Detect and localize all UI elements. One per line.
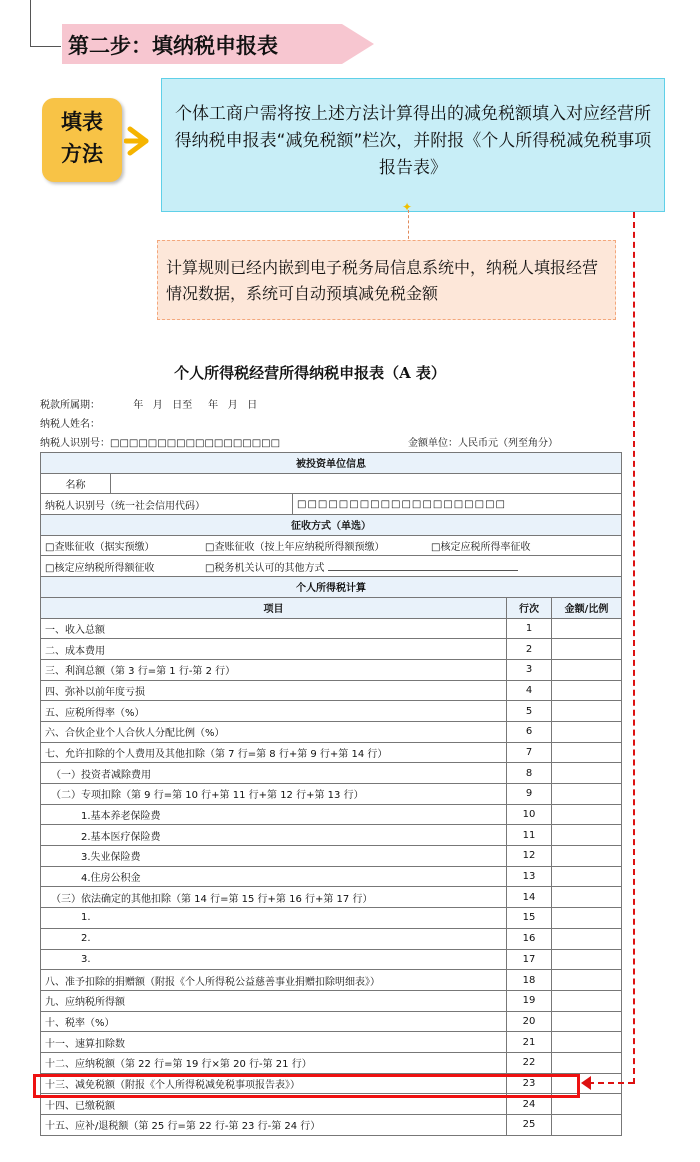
id-field-boxes[interactable]: □□□□□□□□□□□□□□□□□□□□ <box>293 494 622 515</box>
arrow-left-icon <box>581 1076 591 1090</box>
row-line-number: 20 <box>507 1011 552 1032</box>
row-line-number: 12 <box>507 846 552 867</box>
row-line-number: 13 <box>507 866 552 887</box>
callout-connector <box>408 210 411 244</box>
row-item-label: 3. <box>41 949 507 970</box>
row-amount-cell[interactable] <box>552 1032 622 1053</box>
collection-methods-row1 <box>41 535 622 556</box>
table-row <box>41 784 622 805</box>
table-row <box>41 970 622 991</box>
step-connector-line <box>30 0 61 47</box>
form-title: 个人所得税经营所得纳税申报表（A 表） <box>174 364 446 382</box>
table-row <box>41 639 622 660</box>
step-title: 第二步：填纳税申报表 <box>68 34 278 58</box>
row-item-label: 二、成本费用 <box>41 639 507 660</box>
row-line-number: 16 <box>507 928 552 949</box>
table-row <box>41 1011 622 1032</box>
row-line-number: 5 <box>507 701 552 722</box>
taxpayer-id-label: 纳税人识别号：□□□□□□□□□□□□□□□□□□ <box>40 438 281 449</box>
highlight-box <box>33 1074 580 1098</box>
method-option[interactable]: □税务机关认可的其他方式 <box>205 562 325 574</box>
method-option[interactable]: □查账征收（据实预缴） <box>45 542 155 554</box>
instruction-box <box>161 78 665 212</box>
row-amount-cell[interactable] <box>552 680 622 701</box>
id-field-label: 纳税人识别号（统一社会信用代码） <box>41 494 293 515</box>
table-row <box>41 1115 622 1136</box>
table-row <box>41 804 622 825</box>
table-row <box>41 887 622 908</box>
row-item-label: 五、应税所得率（%） <box>41 701 507 722</box>
row-item-label: 四、弥补以前年度亏损 <box>41 680 507 701</box>
section-collection-method: 征收方式（单选） <box>41 515 622 536</box>
row-item-label: 十、税率（%） <box>41 1011 507 1032</box>
table-row <box>41 618 622 639</box>
row-item-label: 三、利润总额（第 3 行=第 1 行-第 2 行） <box>41 659 507 680</box>
red-connector-horizontal <box>588 1082 634 1086</box>
table-row <box>41 928 622 949</box>
method-option[interactable]: □核定应税所得率征收 <box>431 542 531 554</box>
row-amount-cell[interactable] <box>552 887 622 908</box>
section-tax-calculation: 个人所得税计算 <box>41 577 622 598</box>
row-item-label: 六、合伙企业个人合伙人分配比例（%） <box>41 721 507 742</box>
row-amount-cell[interactable] <box>552 659 622 680</box>
table-row <box>41 846 622 867</box>
method-label-line2: 方法 <box>61 142 103 166</box>
table-row <box>41 742 622 763</box>
method-label-line1: 填表 <box>61 110 103 134</box>
table-row <box>41 866 622 887</box>
row-line-number: 11 <box>507 825 552 846</box>
row-line-number: 25 <box>507 1115 552 1136</box>
method-option[interactable]: □核定应纳税所得额征收 <box>45 562 155 574</box>
step-banner <box>62 24 374 64</box>
col-header-line: 行次 <box>507 597 552 618</box>
row-amount-cell[interactable] <box>552 1011 622 1032</box>
arrow-right-icon <box>124 124 158 158</box>
row-item-label: （三）依法确定的其他扣除（第 14 行=第 15 行+第 16 行+第 17 行） <box>41 887 507 908</box>
row-item-label: 2.基本医疗保险费 <box>41 825 507 846</box>
row-amount-cell[interactable] <box>552 846 622 867</box>
row-item-label: 3.失业保险费 <box>41 846 507 867</box>
row-line-number: 19 <box>507 990 552 1011</box>
row-item-label: 八、准予扣除的捐赠额（附报《个人所得税公益慈善事业捐赠扣除明细表》） <box>41 970 507 991</box>
row-item-label: （二）专项扣除（第 9 行=第 10 行+第 11 行+第 12 行+第 13 行） <box>41 784 507 805</box>
row-line-number: 14 <box>507 887 552 908</box>
col-header-item: 项目 <box>41 597 507 618</box>
table-row <box>41 1052 622 1073</box>
row-line-number: 21 <box>507 1032 552 1053</box>
row-amount-cell[interactable] <box>552 618 622 639</box>
row-line-number: 24 <box>507 1094 552 1115</box>
row-line-number: 9 <box>507 784 552 805</box>
table-row <box>41 908 622 929</box>
other-method-line[interactable] <box>328 560 518 571</box>
row-item-label: 十一、速算扣除数 <box>41 1032 507 1053</box>
row-item-label: 九、应纳税所得额 <box>41 990 507 1011</box>
row-item-label: 十三、减免税额（附报《个人所得税减免税事项报告表》） <box>41 1073 507 1094</box>
table-row <box>41 659 622 680</box>
name-field-label: 名称 <box>41 473 111 494</box>
row-amount-cell[interactable] <box>552 763 622 784</box>
row-amount-cell[interactable] <box>552 784 622 805</box>
table-row <box>41 680 622 701</box>
row-line-number: 18 <box>507 970 552 991</box>
row-amount-cell[interactable] <box>552 928 622 949</box>
collection-methods-row2 <box>41 556 622 577</box>
red-connector-vertical <box>633 212 637 1084</box>
tax-return-table <box>40 452 622 1136</box>
name-field-input[interactable] <box>111 473 622 494</box>
row-line-number: 1 <box>507 618 552 639</box>
table-row <box>41 701 622 722</box>
row-item-label: 十四、已缴税额 <box>41 1094 507 1115</box>
row-line-number: 7 <box>507 742 552 763</box>
row-item-label: 十二、应纳税额（第 22 行=第 19 行×第 20 行-第 21 行） <box>41 1052 507 1073</box>
row-line-number: 10 <box>507 804 552 825</box>
table-row <box>41 763 622 784</box>
instruction-text: 个体工商户需将按上述方法计算得出的减免税额填入对应经营所得纳税申报表“减免税额”栏次，并附报《个人所得税减免税事项报告表》 <box>174 104 652 178</box>
method-label <box>42 106 122 170</box>
row-amount-cell[interactable] <box>552 721 622 742</box>
row-amount-cell[interactable] <box>552 866 622 887</box>
row-amount-cell[interactable] <box>552 825 622 846</box>
currency-unit-label: 金额单位：人民币元（列至角分） <box>408 438 558 449</box>
star-icon: ✦ <box>402 200 413 214</box>
row-amount-cell[interactable] <box>552 701 622 722</box>
table-row <box>41 949 622 970</box>
row-line-number: 22 <box>507 1052 552 1073</box>
row-item-label: 十五、应补/退税额（第 25 行=第 22 行-第 23 行-第 24 行） <box>41 1115 507 1136</box>
row-item-label: 4.住房公积金 <box>41 866 507 887</box>
row-amount-cell[interactable] <box>552 908 622 929</box>
row-item-label: 一、收入总额 <box>41 618 507 639</box>
tax-period-row <box>40 396 257 411</box>
row-line-number: 15 <box>507 908 552 929</box>
row-item-label: 2. <box>41 928 507 949</box>
row-amount-cell[interactable] <box>552 990 622 1011</box>
table-row <box>41 990 622 1011</box>
row-amount-cell[interactable] <box>552 949 622 970</box>
row-line-number: 6 <box>507 721 552 742</box>
row-item-label: （一）投资者减除费用 <box>41 763 507 784</box>
row-amount-cell[interactable] <box>552 1115 622 1136</box>
row-line-number: 23 <box>507 1073 552 1094</box>
row-amount-cell[interactable] <box>552 804 622 825</box>
table-row <box>41 825 622 846</box>
note-box <box>157 240 616 320</box>
table-row <box>41 1032 622 1053</box>
method-option[interactable]: □查账征收（按上年应纳税所得额预缴） <box>205 542 385 554</box>
row-amount-cell[interactable] <box>552 970 622 991</box>
row-item-label: 1.基本养老保险费 <box>41 804 507 825</box>
table-row <box>41 721 622 742</box>
row-item-label: 七、允许扣除的个人费用及其他扣除（第 7 行=第 8 行+第 9 行+第 14 行） <box>41 742 507 763</box>
col-header-amount: 金额/比例 <box>552 597 622 618</box>
row-item-label: 1. <box>41 908 507 929</box>
row-amount-cell[interactable] <box>552 742 622 763</box>
row-amount-cell[interactable] <box>552 1052 622 1073</box>
row-line-number: 17 <box>507 949 552 970</box>
note-text: 计算规则已经内嵌到电子税务局信息系统中，纳税人填报经营情况数据，系统可自动预填减免税金额 <box>166 258 599 303</box>
row-line-number: 2 <box>507 639 552 660</box>
method-badge <box>42 98 122 182</box>
row-line-number: 4 <box>507 680 552 701</box>
section-invested-unit: 被投资单位信息 <box>41 453 622 474</box>
row-amount-cell[interactable] <box>552 639 622 660</box>
tax-period-value: 年 月 日至 年 月 日 <box>133 400 258 411</box>
taxpayer-name-label: 纳税人姓名： <box>40 419 100 430</box>
tax-period-label: 税款所属期： <box>40 400 100 411</box>
row-line-number: 3 <box>507 659 552 680</box>
row-line-number: 8 <box>507 763 552 784</box>
